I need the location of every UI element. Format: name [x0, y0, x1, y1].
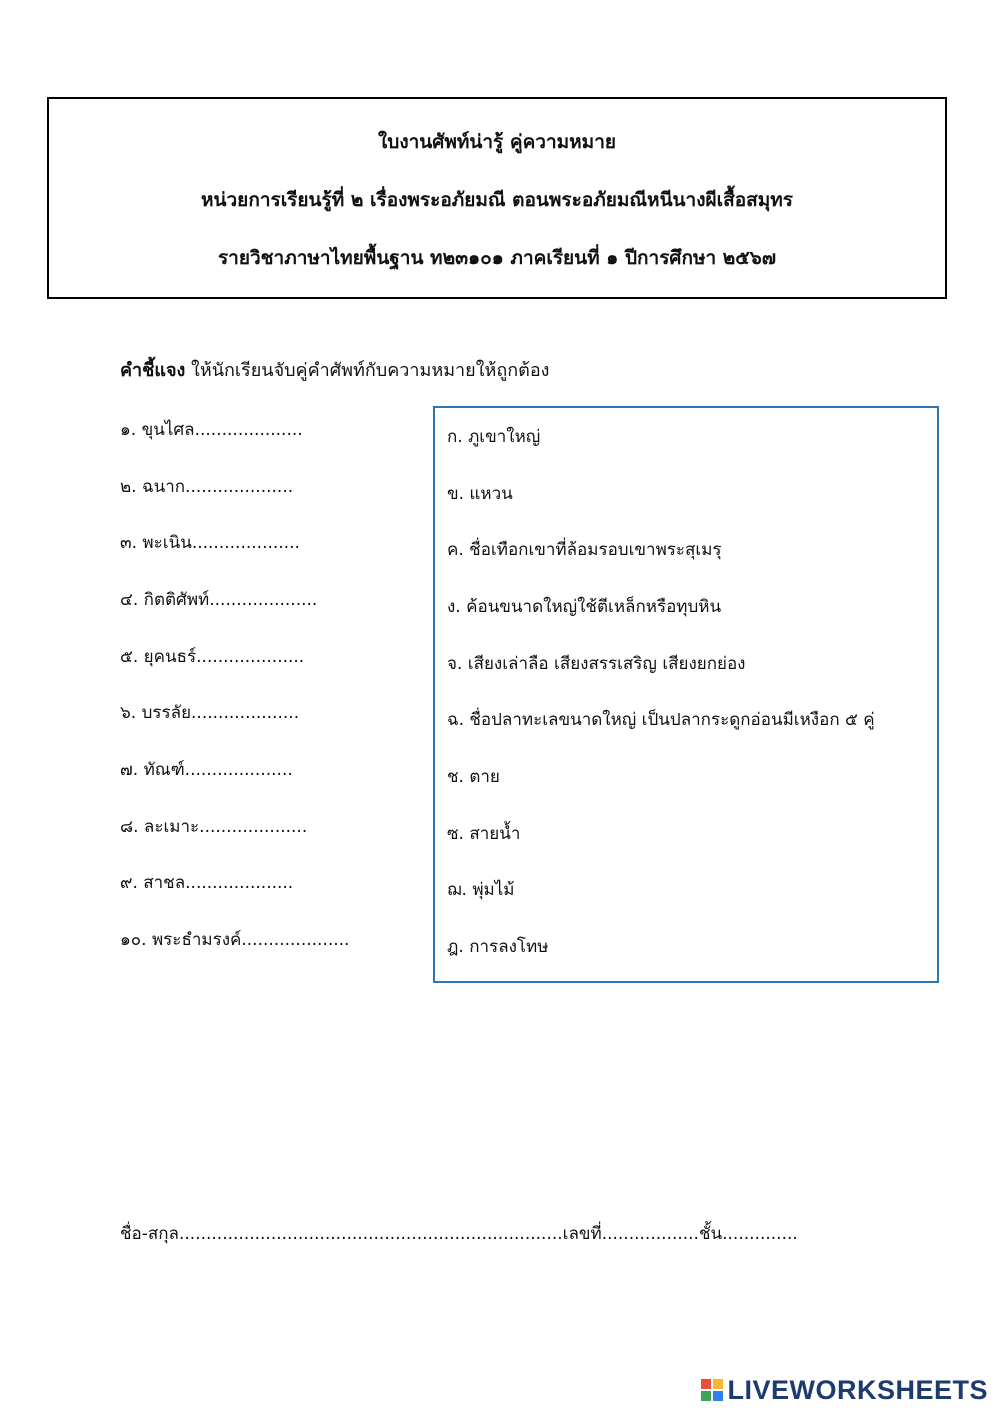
definition-item[interactable]: ฎ. การลงโทษ	[447, 937, 549, 957]
liveworksheets-logo	[701, 1374, 988, 1406]
definition-item[interactable]: ง. ค้อนขนาดใหญ่ใช้ตีเหล็กหรือทุบหิน	[447, 597, 722, 617]
definition-item[interactable]: ข. แหวน	[447, 484, 513, 504]
definition-item[interactable]: ช. ตาย	[447, 767, 500, 787]
definition-item[interactable]: ค. ชื่อเทือกเขาที่ล้อมรอบเขาพระสุเมรุ	[447, 540, 722, 560]
term-item[interactable]: ๒. ฉนาก....................	[120, 477, 294, 497]
logo-square	[701, 1391, 711, 1401]
term-item[interactable]: ๖. บรรลัย....................	[120, 703, 300, 723]
logo-square	[713, 1391, 723, 1401]
instruction-label: คำชี้แจง	[120, 360, 186, 381]
term-item[interactable]: ๘. ละเมาะ....................	[120, 817, 308, 837]
definition-item[interactable]: จ. เสียงเล่าลือ เสียงสรรเสริญ เสียงยกย่อง	[447, 654, 746, 674]
unit-title: หน่วยการเรียนรู้ที่ ๒ เรื่องพระอภัยมณี ตอนพระอภัยมณีหนีนางผีเสื้อสมุทร	[201, 189, 793, 211]
term-item[interactable]: ๗. ทัณฑ์....................	[120, 760, 293, 780]
definition-item[interactable]: ก. ภูเขาใหญ่	[447, 427, 541, 447]
course-info: รายวิชาภาษาไทยพื้นฐาน ท๒๓๑๐๑ ภาคเรียนที่ ๑ ปีการศึกษา ๒๕๖๗	[217, 247, 777, 269]
logo-square	[701, 1379, 711, 1389]
student-info-line[interactable]: ชื่อ-สกุล.......................................................................เลขที่..................ชั้น..............	[120, 1224, 798, 1244]
worksheet-title: ใบงานศัพท์น่ารู้ คู่ความหมาย	[378, 131, 616, 153]
logo-text: LIVEWORKSHEETS	[727, 1374, 988, 1405]
term-item[interactable]: ๕. ยุคนธร์....................	[120, 647, 305, 667]
term-item[interactable]: ๑. ขุนไศล....................	[120, 420, 303, 440]
definition-item[interactable]: ซ. สายน้ำ	[447, 824, 521, 844]
instruction-text: ให้นักเรียนจับคู่คำศัพท์กับความหมายให้ถูกต้อง	[185, 360, 550, 381]
term-item[interactable]: ๓. พะเนิน....................	[120, 533, 300, 553]
definitions-box	[433, 406, 939, 983]
logo-mark-icon	[701, 1379, 723, 1401]
definition-item[interactable]: ฌ. พุ่มไม้	[447, 880, 515, 900]
definition-item[interactable]: ฉ. ชื่อปลาทะเลขนาดใหญ่ เป็นปลากระดูกอ่อนมีเหงือก ๕ คู่	[447, 710, 875, 730]
term-item[interactable]: ๙. สาชล....................	[120, 873, 294, 893]
term-item[interactable]: ๔. กิตติศัพท์....................	[120, 590, 318, 610]
header-box	[47, 97, 947, 299]
instruction	[120, 355, 549, 384]
logo-square	[713, 1379, 723, 1389]
term-item[interactable]: ๑๐. พระธำมรงค์....................	[120, 930, 350, 950]
